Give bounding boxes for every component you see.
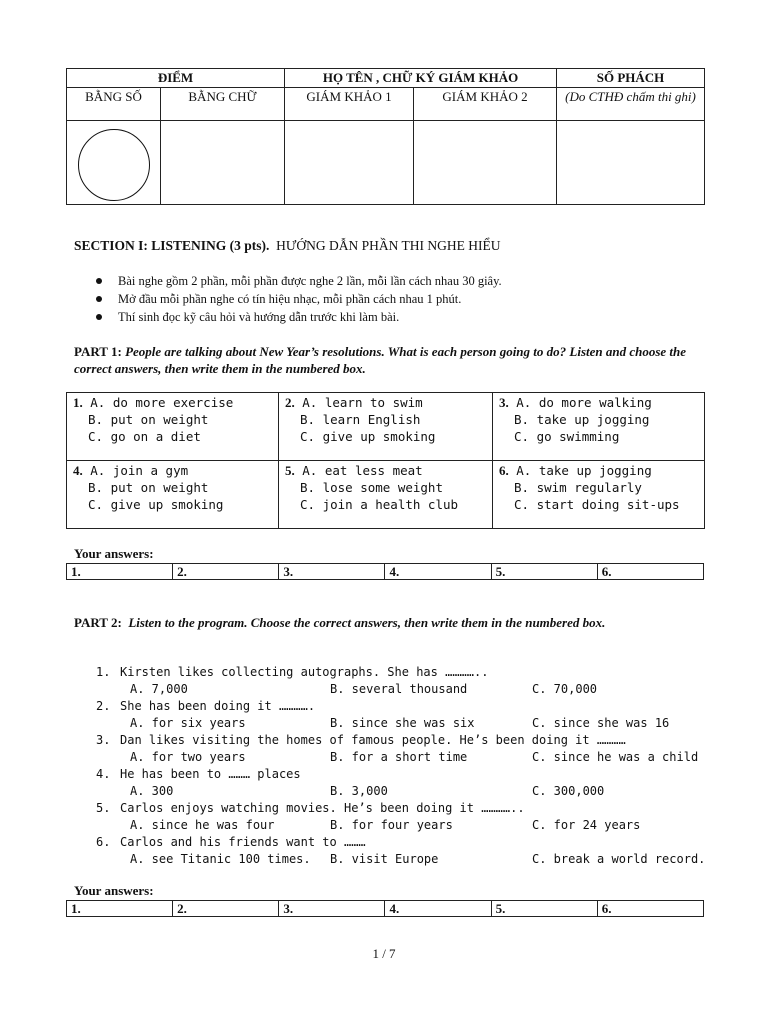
part1-instruction (74, 343, 704, 377)
list-item: 5. Carlos enjoys watching movies. He’s been doing it ………….. A. since he was four B. for four years C. for 24 years (96, 801, 641, 832)
examiner-2-label: GIÁM KHẢO 2 (414, 88, 557, 121)
instruction-list (96, 272, 502, 326)
part2-answer-table (66, 900, 704, 917)
answer-cell[interactable]: 3. (279, 564, 385, 580)
part1-question-table (66, 392, 705, 529)
bullet-icon (96, 278, 102, 284)
question-cell: 3. A. do more walking B. take up jogging C. go swimming (493, 393, 705, 461)
list-item: Mở đầu mỗi phần nghe có tín hiệu nhạc, mỗi phần cách nhau 1 phút. (96, 290, 502, 308)
part2-question-list (96, 664, 706, 868)
examiner-2-cell[interactable] (414, 121, 557, 205)
score-in-words-label: BẰNG CHỮ (161, 88, 285, 121)
question-cell: 6. A. take up jogging B. swim regularly C. start doing sit-ups (493, 461, 705, 529)
score-header-table (66, 68, 705, 205)
answer-cell[interactable]: 4. (385, 901, 491, 917)
serial-heading: SỐ PHÁCH (557, 69, 705, 88)
section-title-vn: HƯỚNG DẪN PHẦN THI NGHE HIỂU (276, 238, 501, 253)
answer-cell[interactable]: 5. (491, 901, 597, 917)
list-item: Bài nghe gồm 2 phần, mỗi phần được nghe 2 lần, mỗi lần cách nhau 30 giây. (96, 272, 502, 290)
answer-cell[interactable]: 6. (597, 564, 703, 580)
question-cell: 5. A. eat less meat B. lose some weight C. join a health club (279, 461, 493, 529)
serial-note: (Do CTHĐ chấm thi ghi) (557, 88, 705, 121)
part2-answers-label: Your answers: (74, 883, 154, 898)
section-title-bold: SECTION I: LISTENING (3 pts). (74, 238, 270, 253)
list-item: 2. She has been doing it …………. A. for six years B. since she was six C. since she was 16 (96, 699, 670, 730)
part1-text: People are talking about New Year’s resolutions. What is each person going to do? Listen and choose the correct answers, then write them in the numbered box. (74, 344, 687, 376)
list-item: 6. Carlos and his friends want to ……… A. see Titanic 100 times. B. visit Europe C. break a world record. (96, 835, 706, 866)
score-heading: ĐIỂM (67, 69, 285, 88)
answer-cell[interactable]: 1. (67, 564, 173, 580)
part1-answers-label: Your answers: (74, 546, 154, 561)
answer-cell[interactable]: 2. (173, 901, 279, 917)
list-item: 4. He has been to ……… places A. 300 B. 3,000 C. 300,000 (96, 767, 605, 798)
examiner-1-cell[interactable] (285, 121, 414, 205)
answer-cell[interactable]: 2. (173, 564, 279, 580)
list-item: Thí sinh đọc kỹ câu hỏi và hướng dẫn trước khi làm bài. (96, 308, 502, 326)
bullet-icon (96, 314, 102, 320)
question-cell: 4. A. join a gym B. put on weight C. give up smoking (67, 461, 279, 529)
question-cell: 2. A. learn to swim B. learn English C. give up smoking (279, 393, 493, 461)
score-number-cell[interactable] (67, 121, 161, 205)
list-item: 1. Kirsten likes collecting autographs. She has ………….. A. 7,000 B. several thousand C. 70,000 (96, 665, 598, 696)
score-in-number-label: BẰNG SỐ (67, 88, 161, 121)
answer-cell[interactable]: 3. (279, 901, 385, 917)
part2-label: PART 2: (74, 615, 122, 630)
bullet-icon (96, 296, 102, 302)
part1-answer-table (66, 563, 704, 580)
answer-cell[interactable]: 4. (385, 564, 491, 580)
serial-cell[interactable] (557, 121, 705, 205)
answer-cell[interactable]: 5. (491, 564, 597, 580)
part2-text: Listen to the program. Choose the correct answers, then write them in the numbered box. (128, 615, 606, 630)
examiner-heading: HỌ TÊN , CHỮ KÝ GIÁM KHẢO (285, 69, 557, 88)
answer-cell[interactable]: 6. (597, 901, 703, 917)
score-circle (78, 129, 150, 201)
part2-instruction (74, 614, 704, 631)
list-item: 3. Dan likes visiting the homes of famous people. He’s been doing it ………… A. for two years B. for a short time C. since he was a child (96, 733, 699, 764)
score-words-cell[interactable] (161, 121, 285, 205)
examiner-1-label: GIÁM KHẢO 1 (285, 88, 414, 121)
page-number: 1 / 7 (372, 946, 396, 961)
part1-label: PART 1: (74, 344, 122, 359)
answer-cell[interactable]: 1. (67, 901, 173, 917)
section-title (74, 238, 501, 254)
question-cell: 1. A. do more exercise B. put on weight C. go on a diet (67, 393, 279, 461)
